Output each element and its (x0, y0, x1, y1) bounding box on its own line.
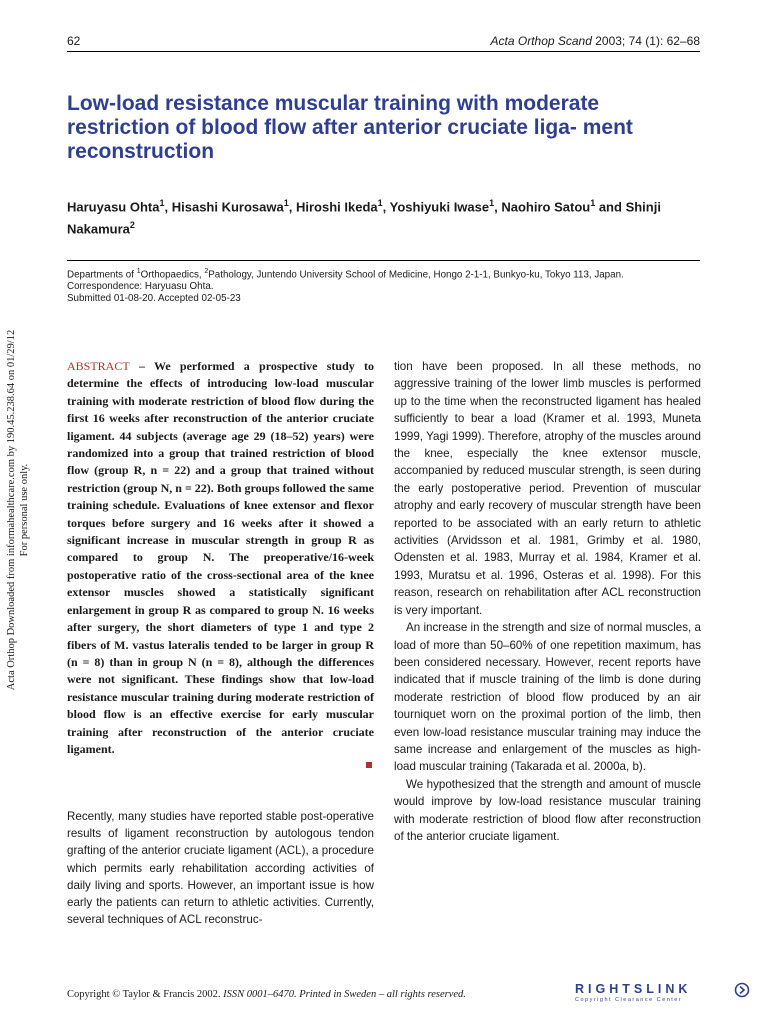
running-header (67, 30, 700, 60)
rightslink-logo (575, 982, 750, 1010)
page-number: 62 (67, 34, 81, 48)
author-affiliation-mark: 1 (377, 198, 383, 208)
introduction-text: Recently, many studies have reported stable post-operative results of ligament reconstruction by autologous tendon grafting of the anterior cruciate ligament (ACL), a procedure which permits early rehabilitation according activities of daily living and sports. However, an important issue is how early the patients can return to athletic activities. Currently, several techniques of ACL reconstruc- (67, 810, 374, 927)
author-name: Yoshiyuki Iwase (389, 199, 490, 215)
author-affiliation-mark: 1 (159, 198, 165, 208)
journal-citation (491, 34, 700, 48)
author-name: Haruyasu Ohta (67, 199, 160, 215)
rightslink-logo-subtitle: Copyright Clearance Center (575, 997, 683, 1003)
paragraph: tion have been proposed. In all these methods, no aggressive training of the lower limb muscles is performed up to the time when the reconstructed ligament has healed sufficiently to bear a load (Kramer et al. 1993, Muneta 1999, Yagi 1999). Therefore, atrophy of the muscles around the knee, especially the knee extensor muscle, accompanied by reduced muscular strength, is seen during the early postoperative period. Prevention of muscular atrophy and early recovery of muscular strength have been reported to be associated with an early return to athletic activities (Arvidsson et al. 1981, Grimby et al. 1980, Odensten et al. 1983, Murray et al. 1984, Kramer et al. 1993, Muratsu et al. 1996, Osteras et al. 1998). For this reason, research on rehabilitation after ACL reconstruction is very important. (394, 360, 701, 617)
copyright-footer (67, 989, 466, 1000)
affiliation-rule (67, 260, 700, 261)
header-rule (67, 51, 700, 52)
affiliation-block (67, 266, 700, 305)
paragraph: We hypothesized that the strength and amount of muscle would improve by low-load resistance muscular training with moderate restriction of blood flow after reconstruction of the anterior cruciate ligament. (394, 777, 701, 843)
article-title: Low-load resistance muscular training with moderate restriction of blood flow after anterior cruciate liga- ment reconstruction (67, 92, 633, 163)
author-name: Hiroshi Ikeda (295, 199, 378, 215)
author-separator: and (595, 199, 626, 215)
rightslink-logo-text: RIGHTSLINK (575, 982, 692, 996)
download-watermark-line2: For personal use only. (19, 463, 30, 557)
issn-notice: ISSN 0001–6470. Printed in Sweden – all rights reserved. (220, 989, 466, 1000)
author-affiliation-mark: 1 (590, 198, 596, 208)
abstract-text: – We performed a prospective study to determine the effects of introducing low-load muscular training with moderate restriction of blood flow during the first 16 weeks after reconstruction of the anterior cruciate ligament. 44 subjects (average age 29 (18–52) years) were randomized into a group that trained restriction of blood flow (group R, n = 22) and a group that trained without restriction (group N, n = 22). Both groups followed the same training schedule. Evaluations of knee extensor and flexor torques before surgery and 16 weeks after it showed a significant increase in muscular strength in group R as compared to group N. The preoperative/16-week postoperative ratio of the cross-sectional area of the knee extensor muscles showed a statistically significant enlargement in group R as compared to group N. 16 weeks after surgery, the short diameters of type 1 and type 2 fibers of M. vastus lateralis tended to be larger in group R (n = 8) than in group N (n = 8), although the differences were not significant. These findings show that low-load resistance muscular training during moderate restriction of blood flow is an effective exercise for early muscular training after reconstruction of the anterior cruciate ligament. (67, 359, 374, 756)
submission-dates: Submitted 01-08-20. Accepted 02-05-23 (67, 293, 241, 305)
abstract-end-mark (366, 762, 372, 768)
author-separator: , (164, 199, 172, 215)
abstract-heading: ABSTRACT (67, 359, 130, 373)
download-watermark-line1: Acta Orthop Downloaded from informahealthcare.com by 190.45.238.64 on 01/29/12 (6, 329, 17, 691)
affiliation-text: Departments of $^1$Orthopaedics, $^2$Pathology, Juntendo University School of Medicine, Hongo 2-1-1, Bunkyo-ku, Tokyo 113, Japan. Correspondence: Haryuasu Ohta. (67, 268, 624, 293)
author-name: Naohiro Satou (501, 199, 591, 215)
author-separator: , (288, 199, 296, 215)
author-affiliation-mark: 1 (489, 198, 495, 208)
rightslink-arrow-icon (734, 982, 750, 998)
paragraph: An increase in the strength and size of normal muscles, a load of more than 50–60% of one repetition maximum, has been considered necessary. However, recent reports have indicated that if muscle training of the limb is done during moderate restriction of blood flow produced by an air tourniquet worn on the proximal portion of the limb, then even low-load resistance muscular training may induce the same increase and enlargement of the muscles as high-load muscular training (Takarada et al. 2000a, b). (394, 621, 701, 774)
journal-name: Acta Orthop Scand (490, 34, 592, 48)
citation-details: 2003; 74 (1): 62–68 (591, 34, 700, 48)
author-affiliation-mark: 1 (283, 198, 289, 208)
author-list (67, 194, 707, 239)
abstract (67, 358, 374, 758)
download-watermark (5, 310, 31, 710)
author-name: Shinji Nakamura (67, 199, 661, 237)
author-affiliation-mark: 2 (129, 220, 135, 231)
author-separator: , (382, 199, 390, 215)
copyright-notice: Copyright © Taylor & Francis 2002. (67, 989, 221, 1000)
author-separator: , (494, 199, 502, 215)
body-right-column (394, 358, 701, 845)
author-name: Hisashi Kurosawa (171, 199, 284, 215)
